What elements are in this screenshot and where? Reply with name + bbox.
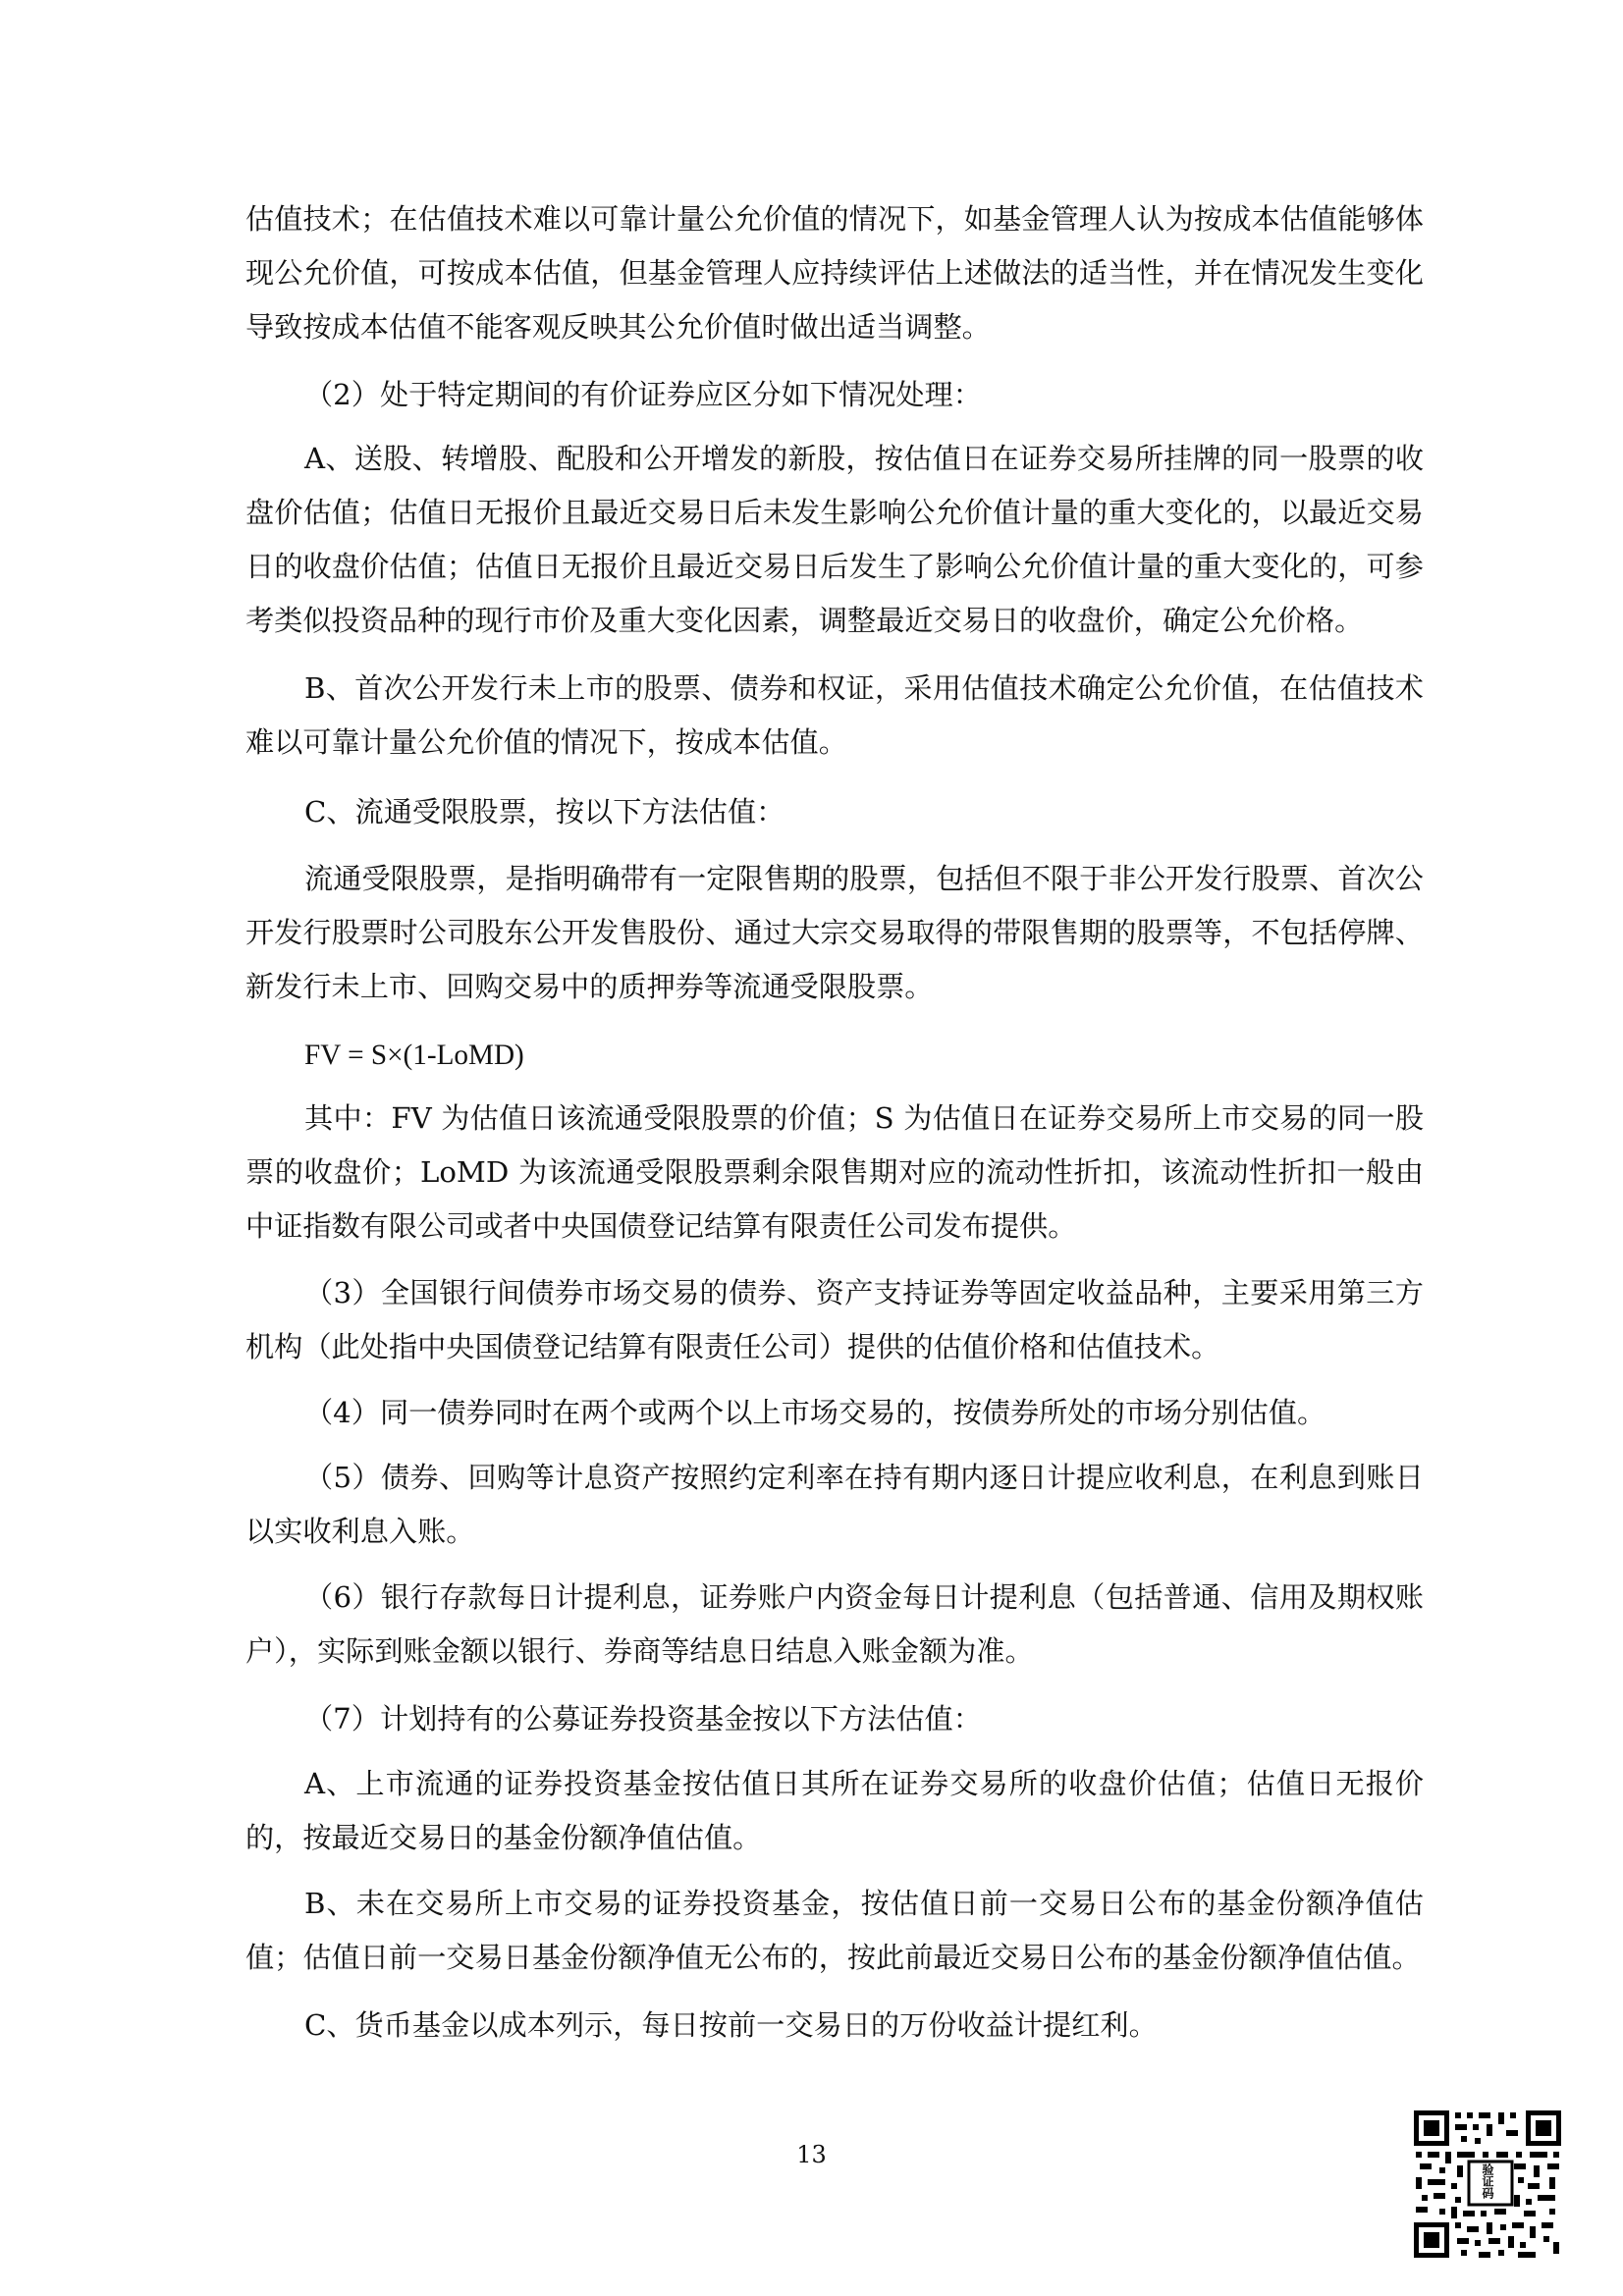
paragraph-7b: B、未在交易所上市交易的证券投资基金，按估值日前一交易日公布的基金份额净值估值；估值日前一交易日基金份额净值无公布的，按此前最近交易日公布的基金份额净值估值。 [245, 1887, 1424, 1974]
paragraph-2b: B、首次公开发行未上市的股票、债券和权证，采用估值技术确定公允价值，在估值技术难以可靠计量公允价值的情况下，按成本估值。 [245, 671, 1424, 759]
paragraph-section-2-heading: （2）处于特定期间的有价证券应区分如下情况处理： [304, 378, 982, 411]
qr-code-label: 验证码 [1481, 2163, 1494, 2199]
paragraph-7a: A、上市流通的证券投资基金按估值日其所在证券交易所的收盘价估值；估值日无报价的，按最近交易日的基金份额净值估值。 [245, 1767, 1424, 1854]
paragraph-section-7-heading: （7）计划持有的公募证券投资基金按以下方法估值： [304, 1702, 982, 1735]
paragraph-formula-explanation: 其中：FV 为估值日该流通受限股票的价值；S 为估值日在证券交易所上市交易的同一股票的收盘价；LoMD 为该流通受限股票剩余限售期对应的流动性折扣，该流动性折扣一般由中证指数有限公司或者中央国债登记结算有限责任公司发布提供。 [245, 1101, 1424, 1243]
formula-fv: FV = S×(1-LoMD) [304, 1040, 524, 1071]
paragraph-2c: C、流通受限股票，按以下方法估值： [304, 795, 785, 828]
paragraph-restricted-stock-definition: 流通受限股票，是指明确带有一定限售期的股票，包括但不限于非公开发行股票、首次公开发行股票时公司股东公开发售股份、通过大宗交易取得的带限售期的股票等，不包括停牌、新发行未上市、回购交易中的质押券等流通受限股票。 [245, 862, 1424, 1003]
paragraph-section-3: （3）全国银行间债券市场交易的债券、资产支持证券等固定收益品种，主要采用第三方机构（此处指中央国债登记结算有限责任公司）提供的估值价格和估值技术。 [245, 1276, 1424, 1363]
page-number: 13 [796, 2141, 827, 2168]
paragraph-2a: A、送股、转增股、配股和公开增发的新股，按估值日在证券交易所挂牌的同一股票的收盘价估值；估值日无报价且最近交易日后未发生影响公允价值计量的重大变化的，以最近交易日的收盘价估值；估值日无报价且最近交易日后发生了影响公允价值计量的重大变化的，可参考类似投资品种的现行市价及重大变化因素，调整最近交易日的收盘价，确定公允价格。 [245, 442, 1424, 637]
paragraph-7c: C、货币基金以成本列示，每日按前一交易日的万份收益计提红利。 [304, 2008, 1158, 2042]
paragraph-valuation-technique: 估值技术；在估值技术难以可靠计量公允价值的情况下，如基金管理人认为按成本估值能够体现公允价值，可按成本估值，但基金管理人应持续评估上述做法的适当性，并在情况发生变化导致按成本估值不能客观反映其公允价值时做出适当调整。 [245, 202, 1424, 344]
paragraph-section-4: （4）同一债券同时在两个或两个以上市场交易的，按债券所处的市场分别估值。 [304, 1396, 1326, 1429]
paragraph-section-5: （5）债券、回购等计息资产按照约定利率在持有期内逐日计提应收利息，在利息到账日以实收利息入账。 [245, 1461, 1424, 1548]
paragraph-section-6: （6）银行存款每日计提利息，证券账户内资金每日计提利息（包括普通、信用及期权账户），实际到账金额以银行、券商等结息日结息入账金额为准。 [245, 1580, 1424, 1668]
qr-code-icon [1412, 2109, 1563, 2260]
